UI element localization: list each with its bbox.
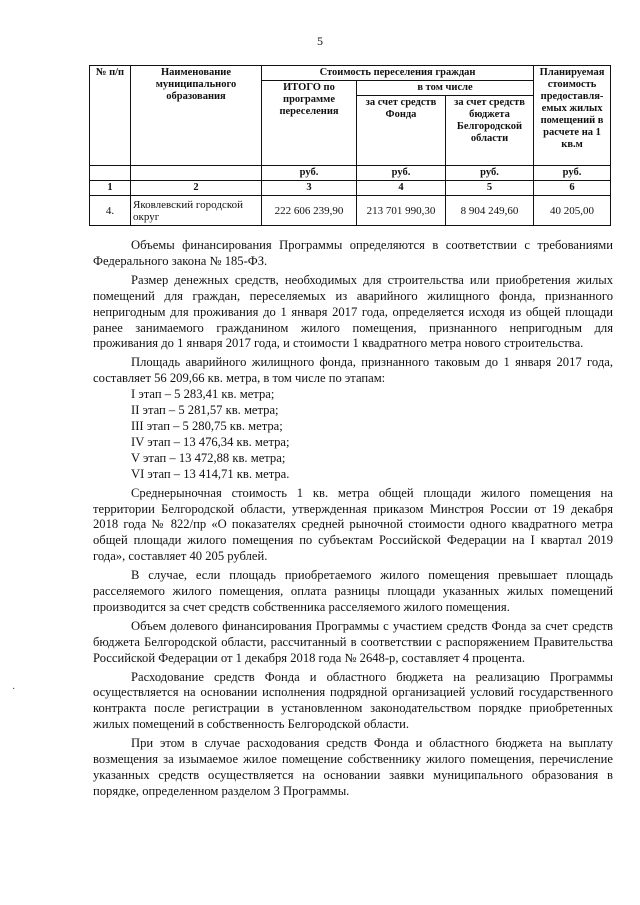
col-number-1: 1 [90,181,131,196]
header-num: № п/п [90,66,131,166]
row-fund: 213 701 990,30 [357,196,446,226]
header-total [262,81,357,166]
col-number-3: 3 [262,181,357,196]
paragraph-spending: Расходование средств Фонда и областного бюджета на реализацию Программы осуществляется на основании исполнения подрядной организацией условий государственного контракта после регистрации в установленном законодательством порядке приобретенных жилых помещений в собственность Белгородской области. [93,669,613,732]
paragraph-area-difference: В случае, если площадь приобретаемого жилого помещения превышает площадь расселяемого жилого помещения, оплата разницы площади указанных жилых помещений производится за счет средств собственника расселяемого жилого помещения. [93,568,613,614]
header-regional: за счет средств бюджета Белгородской области [446,96,534,166]
header-total-text: ИТОГО по программе переселения [279,82,339,117]
row-planned: 40 205,00 [534,196,611,226]
paragraph-compensation: При этом в случае расходования средств Фонда и областного бюджета на выплату возмещения за изымаемое жилое помещение собственнику жилого помещения, перечисление указанных средств осуществляется на основании заявки муниципального образования в порядке, определенном разделом 3 Программы. [93,736,613,798]
body-text [93,238,613,803]
paragraph-co-financing: Объем долевого финансирования Программы с участием средств Фонда за счет средств бюджета Белгородской области, рассчитанный в соответствии с распоряжением Правительства Российской Федерации от 1 декабря 2018 года № 2648-р, составляет 4 процента. [93,618,613,665]
paragraph-market-price: Среднерыночная стоимость 1 кв. метра общей площади жилого помещения на территории Белгородской области, утвержденная приказом Минстроя России от 19 декабря 2018 года № 822/пр «О показателях средней рыночной стоимости одного квадратного метра общей площади жилого помещения по субъектам Российской Федерации на I квартал 2019 года», составляет 40 205 рублей. [93,485,613,564]
paragraph-federal-law: Объемы финансирования Программы определяются в соответствии с требованиями Федерального закона № 185-ФЗ. [93,238,613,268]
page-number: 5 [317,34,323,48]
table-row [90,196,611,226]
header-planned: Планируемая стоимость предоставля-емых жилых помещений в расчете на 1 кв.м [534,66,611,166]
row-regional: 8 904 249,60 [446,196,534,226]
financing-table [89,65,611,226]
stage-6: VI этап – 13 414,71 кв. метра. [131,466,290,481]
unit-planned: руб. [534,166,611,181]
row-name: Яковлевский городской округ [131,196,262,226]
row-num: 4. [90,196,131,226]
stage-5: V этап – 13 472,88 кв. метра; [131,450,286,465]
col-number-5: 5 [446,181,534,196]
col-number-4: 4 [357,181,446,196]
unit-total: руб. [262,166,357,181]
paragraph-area: Площадь аварийного жилищного фонда, признанного таковым до 1 января 2017 года, составляет 56 209,66 кв. метра, в том числе по этапам: [93,355,613,386]
header-name: Наименование муниципального образования [131,66,262,166]
unit-fund: руб. [357,166,446,181]
margin-mark: · [12,684,16,695]
stage-3: III этап – 5 280,75 кв. метра; [131,418,283,433]
header-fund: за счет средств Фонда [357,96,446,166]
stage-4: IV этап – 13 476,34 кв. метра; [131,434,290,449]
stage-1: I этап – 5 283,41 кв. метра; [131,387,275,402]
header-including: в том числе [357,81,534,96]
units-empty-1 [90,166,131,181]
col-number-2: 2 [131,181,262,196]
stage-2: II этап – 5 281,57 кв. метра; [131,403,279,418]
paragraph-funds-size: Размер денежных средств, необходимых для строительства или приобретения жилых помещений для граждан, переселяемых из аварийного жилищного фонда, признанного непригодным для проживания до 1 января 2017 года, определяется исходя из общей площади ранее занимаемого гражданином жилого помещения, признанного непригодным для проживания до 1 января 2017 года, и стоимости 1 квадратного метра нового строительства. [93,272,613,351]
col-number-6: 6 [534,181,611,196]
header-cost-group: Стоимость переселения граждан [262,66,534,81]
units-empty-2 [131,166,262,181]
row-total: 222 606 239,90 [262,196,357,226]
unit-regional: руб. [446,166,534,181]
